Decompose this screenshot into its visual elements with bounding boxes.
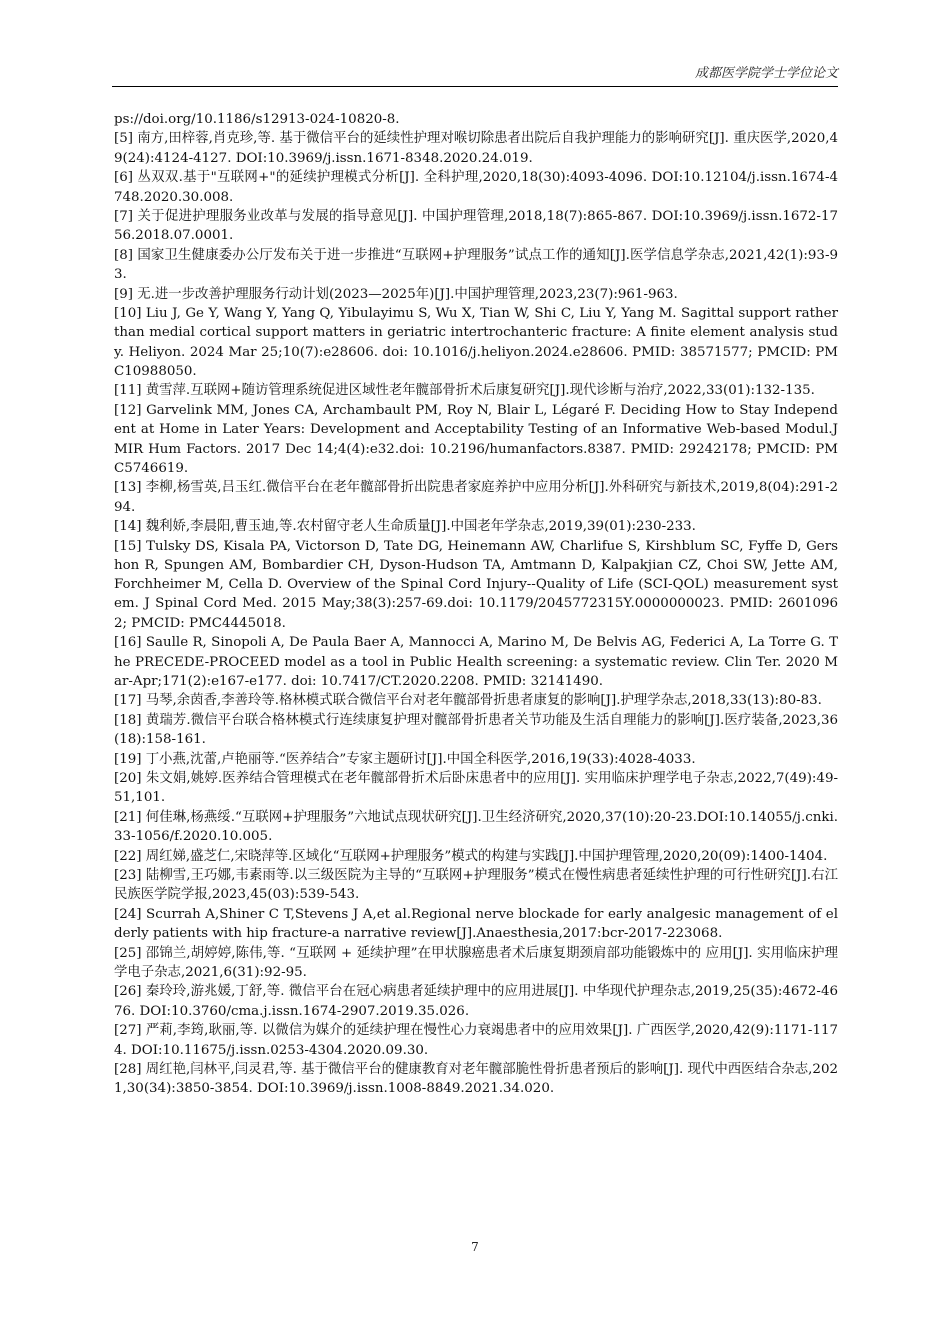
reference-item: [5] 南方,田梓蓉,肖克珍,等. 基于微信平台的延续性护理对喉切除患者出院后自我护理能力的影响研究[J]. 重庆医学,2020,49(24):4124-4127. DOI:10.3969/j.issn.1671-8348.2020.24.019. xyxy=(114,131,838,166)
reference-item: [22] 周红娣,盛芝仁,宋晓萍等.区域化“互联网+护理服务”模式的构建与实践[J].中国护理管理,2020,20(09):1400-1404. xyxy=(114,848,828,864)
reference-item: [7] 关于促进护理服务业改革与发展的指导意见[J]. 中国护理管理,2018,18(7):865-867. DOI:10.3969/j.issn.1672-1756.2018.07.0001. xyxy=(114,209,838,244)
reference-item: [6] 丛双双.基于"互联网+"的延续护理模式分析[J]. 全科护理,2020,18(30):4093-4096. DOI:10.12104/j.issn.1674-4748.2020.30.008. xyxy=(114,170,838,205)
reference-item: [11] 黄雪萍.互联网+随访管理系统促进区域性老年髋部骨折术后康复研究[J].现代诊断与治疗,2022,33(01):132-135. xyxy=(114,383,815,399)
reference-item: [24] Scurrah A,Shiner C T,Stevens J A,et al.Regional nerve blockade for early analgesic management of elderly patients with hip fracture-a narrative review[J].Anaesthesia,2017:bcr-2017-223068. xyxy=(114,906,838,942)
header-rule xyxy=(112,86,838,87)
reference-item: [21] 何佳琳,杨燕绥.“互联网+护理服务”六地试点现状研究[J].卫生经济研究,2020,37(10):20-23.DOI:10.14055/j.cnki.33-1056/f.2020.10.005. xyxy=(114,809,838,845)
reference-item: ps://doi.org/10.1186/s12913-024-10820-8. xyxy=(114,112,400,127)
reference-item: [13] 李柳,杨雪英,吕玉红.微信平台在老年髋部骨折出院患者家庭养护中应用分析[J].外科研究与新技术,2019,8(04):291-294. xyxy=(114,480,838,515)
reference-item: [19] 丁小燕,沈蕾,卢艳丽等.“医养结合”专家主题研讨[J].中国全科医学,2016,19(33):4028-4033. xyxy=(114,751,696,767)
reference-item: [12] Garvelink MM, Jones CA, Archambault PM, Roy N, Blair L, Légaré F. Deciding How to Stay Independent at Home in Later Years: Development and Acceptability Testing of an Informative Web-based Modul.JMIR Hum Factors. 2017 Dec 14;4(4):e32.doi: 10.2196/humanfactors.8387. PMID: 29242178; PMCID: PMC5746619. xyxy=(114,402,838,476)
reference-item: [14] 魏利娇,李晨阳,曹玉迪,等.农村留守老人生命质量[J].中国老年学杂志,2019,39(01):230-233. xyxy=(114,519,696,535)
reference-item: [10] Liu J, Ge Y, Wang Y, Yang Q, Yibulayimu S, Wu X, Tian W, Shi C, Liu Y, Yang M. Sagittal support rather than medial cortical support matters in geriatric intertrochanteric fracture: A finite element analysis study. Heliyon. 2024 Mar 25;10(7):e28606. doi: 10.1016/j.heliyon.2024.e28606. PMID: 38571577; PMCID: PMC10988050. xyxy=(114,306,838,379)
reference-item: [17] 马琴,余茵香,李善玲等.格林模式联合微信平台对老年髋部骨折患者康复的影响[J].护理学杂志,2018,33(13):80-83. xyxy=(114,693,822,709)
reference-item: [8] 国家卫生健康委办公厅发布关于进一步推进“互联网+护理服务”试点工作的通知[J].医学信息学杂志,2021,42(1):93-93. xyxy=(114,247,838,283)
reference-item: [27] 严莉,李筠,耿丽,等. 以微信为媒介的延续护理在慢性心力衰竭患者中的应用效果[J]. 广西医学,2020,42(9):1171-1174. DOI:10.11675/j.issn.0253-4304.2020.09.30. xyxy=(114,1023,838,1058)
reference-item: [26] 秦玲玲,游兆媛,丁舒,等. 微信平台在冠心病患者延续护理中的应用进展[J]. 中华现代护理杂志,2019,25(35):4672-4676. DOI:10.3760/cma.j.issn.1674-2907.2019.35.026. xyxy=(114,984,838,1019)
reference-item: [9] 无.进一步改善护理服务行动计划(2023—2025年)[J].中国护理管理,2023,23(7):961-963. xyxy=(114,286,678,302)
running-header: 成都医学院学士学位论文 xyxy=(694,66,838,81)
reference-item: [28] 周红艳,闫林平,闫灵君,等. 基于微信平台的健康教育对老年髋部脆性骨折患者预后的影响[J]. 现代中西医结合杂志,2021,30(34):3850-3854. DOI:10.3969/j.issn.1008-8849.2021.34.020. xyxy=(114,1062,838,1097)
reference-item: [25] 邵锦兰,胡婷婷,陈伟,等. “互联网 + 延续护理”在甲状腺癌患者术后康复期颈肩部功能锻炼中的 应用[J]. 实用临床护理学电子杂志,2021,6(31):92-95. xyxy=(114,945,838,980)
reference-item: [15] Tulsky DS, Kisala PA, Victorson D, Tate DG, Heinemann AW, Charlifue S, Kirshblum SC, Fyffe D, Gershon R, Spungen AM, Bombardier CH, Dyson-Hudson TA, Amtmann D, Kalpakjian CZ, Choi SW, Jette AM, Forchheimer M, Cella D. Overview of the Spinal Cord Injury--Quality of Life (SCI-QOL) measurement system. J Spinal Cord Med. 2015 May;38(3):257-69.doi: 10.1179/2045772315Y.0000000023. PMID: 26010962; PMCID: PMC4445018. xyxy=(114,538,838,631)
reference-item: [18] 黄瑞芳.微信平台联合格林模式行连续康复护理对髋部骨折患者关节功能及生活自理能力的影响[J].医疗装备,2023,36(18):158-161. xyxy=(114,712,838,748)
reference-item: [20] 朱文娟,姚婷.医养结合管理模式在老年髋部骨折术后卧床患者中的应用[J]. 实用临床护理学电子杂志,2022,7(49):49-51,101. xyxy=(114,771,838,806)
reference-list xyxy=(114,110,838,1099)
page-number: 7 xyxy=(471,1240,479,1254)
reference-item: [16] Saulle R, Sinopoli A, De Paula Baer A, Mannocci A, Marino M, De Belvis AG, Federici A, La Torre G. The PRECEDE-PROCEED model as a tool in Public Health screening: a systematic review. Clin Ter. 2020 Mar-Apr;171(2):e167-e177. doi: 10.7417/CT.2020.2208. PMID: 32141490. xyxy=(114,635,838,689)
reference-item: [23] 陆柳雪,王巧娜,韦素雨等.以三级医院为主导的“互联网+护理服务”模式在慢性病患者延续性护理的可行性研究[J].右江民族医学院学报,2023,45(03):539-543. xyxy=(114,868,838,903)
